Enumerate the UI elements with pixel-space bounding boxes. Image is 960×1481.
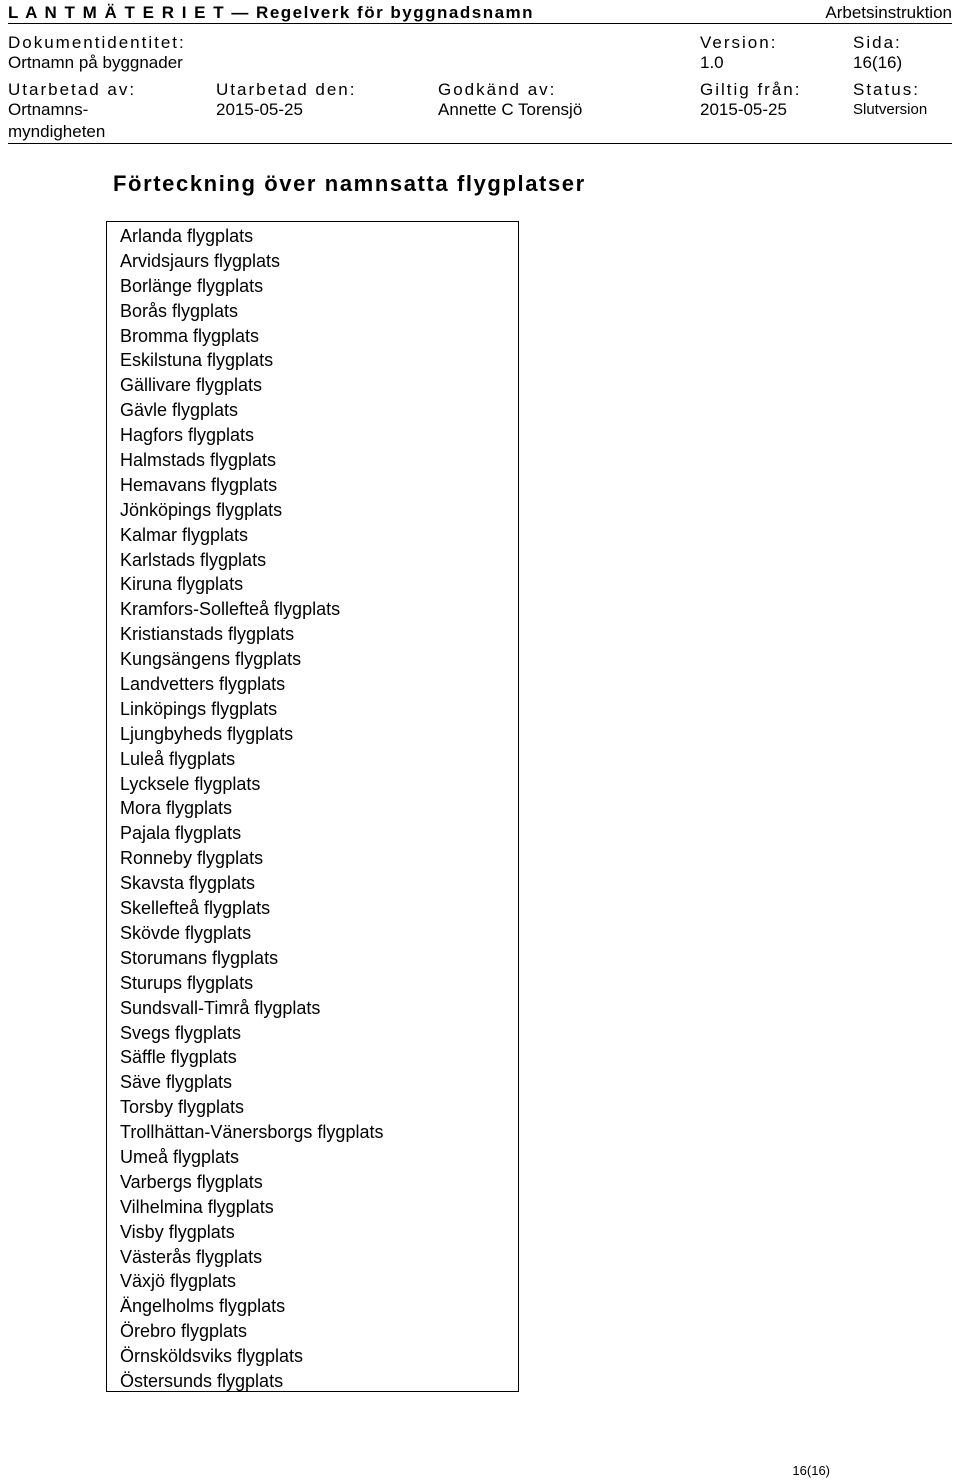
list-item: Umeå flygplats xyxy=(120,1146,240,1167)
list-item: Ängelholms flygplats xyxy=(120,1296,286,1317)
valid-from-value: 2015-05-25 xyxy=(700,100,787,119)
list-item: Jönköpings flygplats xyxy=(120,499,283,520)
doc-id-value: Ortnamn på byggnader xyxy=(8,53,183,72)
page-label: Sida: xyxy=(853,33,902,52)
list-item: Gällivare flygplats xyxy=(120,375,263,396)
version-value: 1.0 xyxy=(700,53,724,72)
list-item: Kristianstads flygplats xyxy=(120,624,295,645)
document-header xyxy=(8,2,952,24)
page-value: 16(16) xyxy=(853,53,903,72)
list-item: Vilhelmina flygplats xyxy=(120,1196,274,1217)
footer-page-number: 16(16) xyxy=(792,1463,830,1478)
list-item: Östersunds flygplats xyxy=(120,1370,284,1391)
list-item: Linköpings flygplats xyxy=(120,698,278,719)
list-item: Västerås flygplats xyxy=(120,1246,263,1267)
list-item: Borås flygplats xyxy=(120,300,239,321)
list-item: Luleå flygplats xyxy=(120,748,236,769)
list-item: Lycksele flygplats xyxy=(120,773,261,794)
list-item: Varbergs flygplats xyxy=(120,1171,263,1192)
list-item: Halmstads flygplats xyxy=(120,450,277,471)
list-item: Trollhättan-Vänersborgs flygplats xyxy=(120,1122,384,1143)
doc-id-label: Dokumentidentitet: xyxy=(8,33,186,52)
list-item: Säffle flygplats xyxy=(120,1047,237,1068)
valid-from-label: Giltig från: xyxy=(700,80,802,99)
airport-list-box xyxy=(106,221,519,1392)
list-item: Kungsängens flygplats xyxy=(120,649,302,670)
list-item: Svegs flygplats xyxy=(120,1022,242,1043)
document-type: Arbetsinstruktion xyxy=(825,3,952,22)
approved-by-label: Godkänd av: xyxy=(438,80,557,99)
list-item: Kramfors-Sollefteå flygplats xyxy=(120,599,341,620)
version-label: Version: xyxy=(700,33,778,52)
prepared-by-label: Utarbetad av: xyxy=(8,80,137,99)
list-item: Eskilstuna flygplats xyxy=(120,350,274,371)
list-item: Gävle flygplats xyxy=(120,400,239,421)
list-item: Bromma flygplats xyxy=(120,325,260,346)
organization-title: L A N T M Ä T E R I E T — Regelverk för byggnadsnamn xyxy=(8,3,535,22)
header-divider xyxy=(8,143,952,144)
list-item: Skavsta flygplats xyxy=(120,873,256,894)
list-item: Skövde flygplats xyxy=(120,922,252,943)
list-item: Kiruna flygplats xyxy=(120,574,244,595)
approved-by-value: Annette C Torensjö xyxy=(438,100,583,119)
list-item: Kalmar flygplats xyxy=(120,524,249,545)
list-item: Hemavans flygplats xyxy=(120,474,278,495)
list-item: Landvetters flygplats xyxy=(120,674,286,695)
list-item: Ronneby flygplats xyxy=(120,848,264,869)
list-item: Hagfors flygplats xyxy=(120,425,255,446)
list-item: Arlanda flygplats xyxy=(120,226,254,246)
list-item: Ljungbyheds flygplats xyxy=(120,723,294,744)
status-label: Status: xyxy=(853,80,920,99)
list-item: Växjö flygplats xyxy=(120,1271,237,1292)
airport-list xyxy=(107,222,518,1394)
list-item: Karlstads flygplats xyxy=(120,549,267,570)
list-item: Mora flygplats xyxy=(120,798,233,819)
list-item: Örebro flygplats xyxy=(120,1321,248,1342)
list-item: Sundsvall-Timrå flygplats xyxy=(120,997,321,1018)
list-item: Skellefteå flygplats xyxy=(120,898,271,919)
list-item: Torsby flygplats xyxy=(120,1097,245,1118)
list-item: Borlänge flygplats xyxy=(120,275,264,296)
status-value: Slutversion xyxy=(853,101,928,118)
prepared-by-value-line2: myndigheten xyxy=(8,122,106,141)
list-item: Storumans flygplats xyxy=(120,947,279,968)
prepared-by-value-line1: Ortnamns- xyxy=(8,100,89,119)
list-item: Arvidsjaurs flygplats xyxy=(120,250,281,271)
prepared-date-value: 2015-05-25 xyxy=(216,100,303,119)
list-item: Säve flygplats xyxy=(120,1072,233,1093)
list-item: Pajala flygplats xyxy=(120,823,242,844)
list-item: Visby flygplats xyxy=(120,1221,235,1242)
list-title: Förteckning över namnsatta flygplatser xyxy=(113,171,586,196)
list-item: Sturups flygplats xyxy=(120,972,254,993)
list-item: Örnsköldsviks flygplats xyxy=(120,1346,304,1367)
prepared-date-label: Utarbetad den: xyxy=(216,80,357,99)
